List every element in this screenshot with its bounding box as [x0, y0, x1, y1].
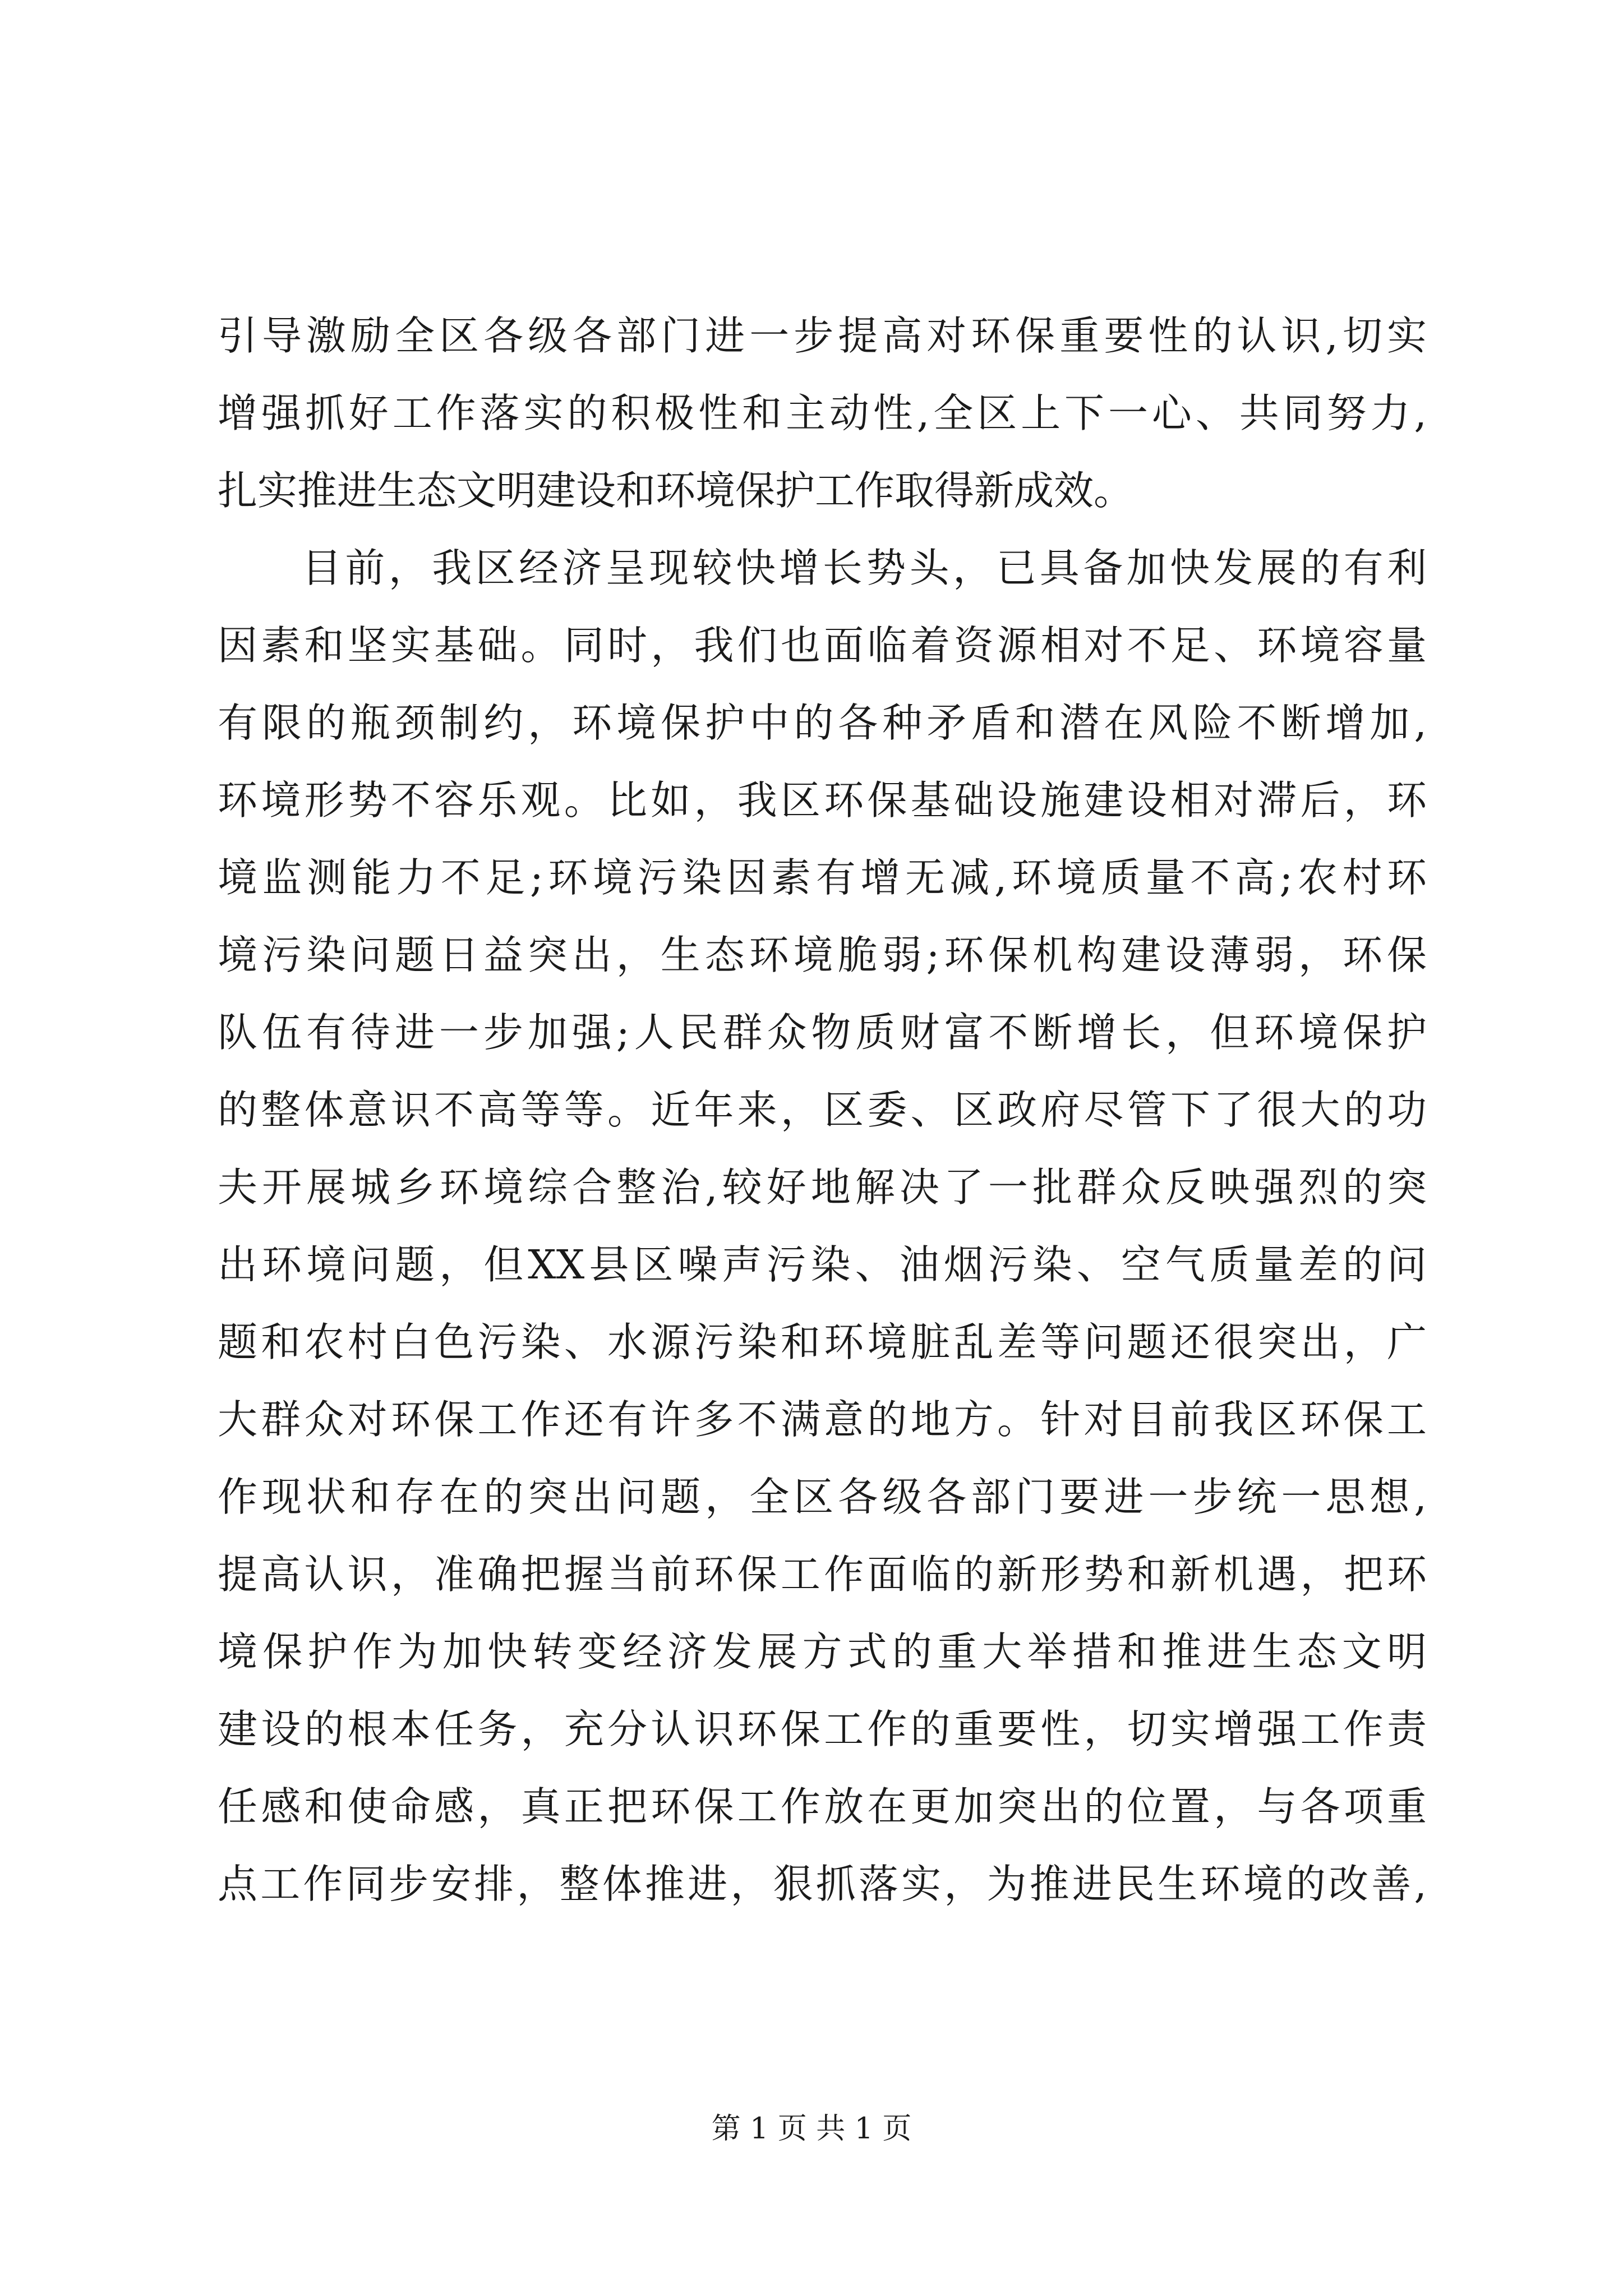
- text-line: 境污染问题日益突出，生态环境脆弱;环保机构建设薄弱，环保: [218, 932, 1427, 978]
- text-line: 任感和使命感，真正把环保工作放在更加突出的位置，与各项重: [218, 1783, 1427, 1830]
- text-line: 题和农村白色污染、水源污染和环境脏乱差等问题还很突出，广: [218, 1319, 1427, 1365]
- text-line: 增强抓好工作落实的积极性和主动性,全区上下一心、共同努力,: [218, 390, 1427, 436]
- page-footer: [0, 2105, 1623, 2147]
- text-line: 出环境问题，但XX县区噪声污染、油烟污染、空气质量差的问: [218, 1241, 1427, 1288]
- text-line: 扎实推进生态文明建设和环境保护工作取得新成效。: [218, 467, 1134, 514]
- text-line: 环境形势不容乐观。比如，我区环保基础设施建设相对滞后，环: [218, 777, 1427, 823]
- text-line: 因素和坚实基础。同时，我们也面临着资源相对不足、环境容量: [218, 622, 1427, 669]
- text-line: 作现状和存在的突出问题，全区各级各部门要进一步统一思想,: [218, 1474, 1427, 1520]
- text-line: 大群众对环保工作还有许多不满意的地方。针对目前我区环保工: [218, 1396, 1427, 1443]
- text-line: 境保护作为加快转变经济发展方式的重大举措和推进生态文明: [218, 1628, 1427, 1675]
- text-line: 提高认识，准确把握当前环保工作面临的新形势和新机遇，把环: [218, 1551, 1427, 1598]
- page-number: 第 1 页 共 1 页: [711, 2112, 912, 2146]
- text-line: 的整体意识不高等等。近年来，区委、区政府尽管下了很大的功: [218, 1087, 1427, 1133]
- text-line: 队伍有待进一步加强;人民群众物质财富不断增长，但环境保护: [218, 1009, 1427, 1056]
- text-line: 有限的瓶颈制约，环境保护中的各种矛盾和潜在风险不断增加,: [218, 700, 1427, 746]
- text-line: 境监测能力不足;环境污染因素有增无减,环境质量不高;农村环: [218, 854, 1427, 901]
- text-line: 建设的根本任务，充分认识环保工作的重要性，切实增强工作责: [218, 1706, 1427, 1752]
- text-line: 目前，我区经济呈现较快增长势头，已具备加快发展的有利: [302, 545, 1427, 591]
- text-line: 夫开展城乡环境综合整治,较好地解决了一批群众反映强烈的突: [218, 1164, 1427, 1211]
- text-line: 点工作同步安排，整体推进，狠抓落实，为推进民生环境的改善,: [218, 1861, 1427, 1907]
- body-text: [218, 297, 1427, 1923]
- text-line: 引导激励全区各级各部门进一步提高对环保重要性的认识,切实: [218, 312, 1427, 359]
